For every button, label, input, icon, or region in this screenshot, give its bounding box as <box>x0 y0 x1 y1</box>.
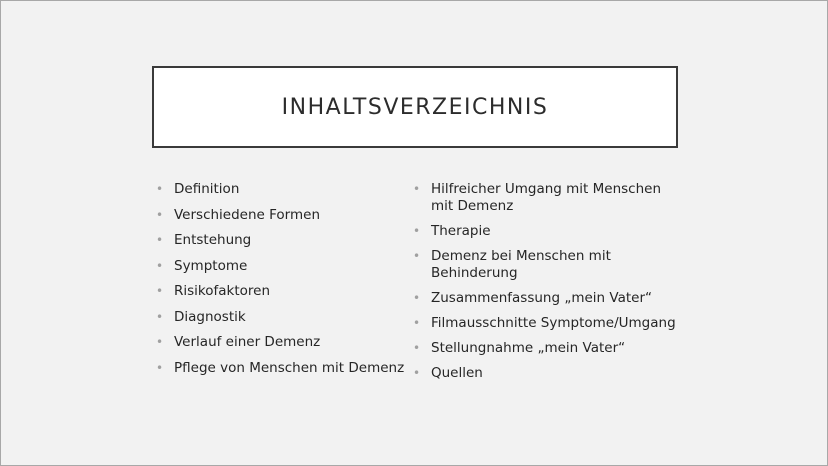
bullet-icon: • <box>156 284 164 298</box>
toc-item <box>156 258 406 275</box>
bullet-icon: • <box>413 182 421 196</box>
toc-item-label: Verschiedene Formen <box>174 206 321 223</box>
bullet-icon: • <box>156 182 164 196</box>
toc-item <box>156 207 406 224</box>
toc-item <box>413 290 683 307</box>
bullet-icon: • <box>156 360 164 375</box>
toc-item-label: Pflege von Menschen mit Demenz <box>174 359 405 376</box>
toc-list-right <box>413 181 683 390</box>
toc-item-label: Symptome <box>174 257 248 274</box>
bullet-icon: • <box>413 224 421 238</box>
toc-item-label: Stellungnahme „mein Vater“ <box>431 340 626 356</box>
bullet-icon: • <box>156 258 164 273</box>
toc-item-label: Entstehung <box>174 232 252 248</box>
bullet-icon: • <box>156 233 164 247</box>
toc-item <box>413 340 683 357</box>
bullet-icon: • <box>413 249 421 263</box>
toc-item <box>156 232 406 249</box>
toc-item-label: Definition <box>174 181 240 197</box>
toc-item-label: Filmausschnitte Symptome/Umgang <box>431 315 676 331</box>
toc-item <box>413 248 683 282</box>
title-box <box>152 66 678 148</box>
toc-item <box>413 315 683 332</box>
toc-list-left <box>156 181 406 385</box>
bullet-icon: • <box>156 335 164 349</box>
bullet-icon: • <box>156 207 164 222</box>
toc-item <box>413 181 683 215</box>
toc-item-label: Therapie <box>431 223 491 239</box>
toc-item <box>156 181 406 198</box>
toc-item <box>413 223 683 240</box>
bullet-icon: • <box>156 309 164 324</box>
bullet-icon: • <box>413 366 421 380</box>
toc-item <box>413 365 683 382</box>
toc-item-label: Hilfreicher Umgang mit Menschen mit Demenz <box>431 181 662 214</box>
slide-title: INHALTSVERZEICHNIS <box>281 94 549 120</box>
toc-item <box>156 360 406 377</box>
toc-item-label: Demenz bei Menschen mit Behinderung <box>431 248 611 281</box>
bullet-icon: • <box>413 316 421 330</box>
toc-item-label: Quellen <box>431 365 483 381</box>
bullet-icon: • <box>413 291 421 305</box>
toc-item-label: Verlauf einer Demenz <box>174 334 321 350</box>
bullet-icon: • <box>413 341 421 355</box>
toc-item-label: Diagnostik <box>174 308 246 325</box>
toc-item-label: Risikofaktoren <box>174 283 271 299</box>
toc-item <box>156 309 406 326</box>
toc-item <box>156 283 406 300</box>
toc-item <box>156 334 406 351</box>
toc-item-label: Zusammenfassung „mein Vater“ <box>431 290 652 306</box>
